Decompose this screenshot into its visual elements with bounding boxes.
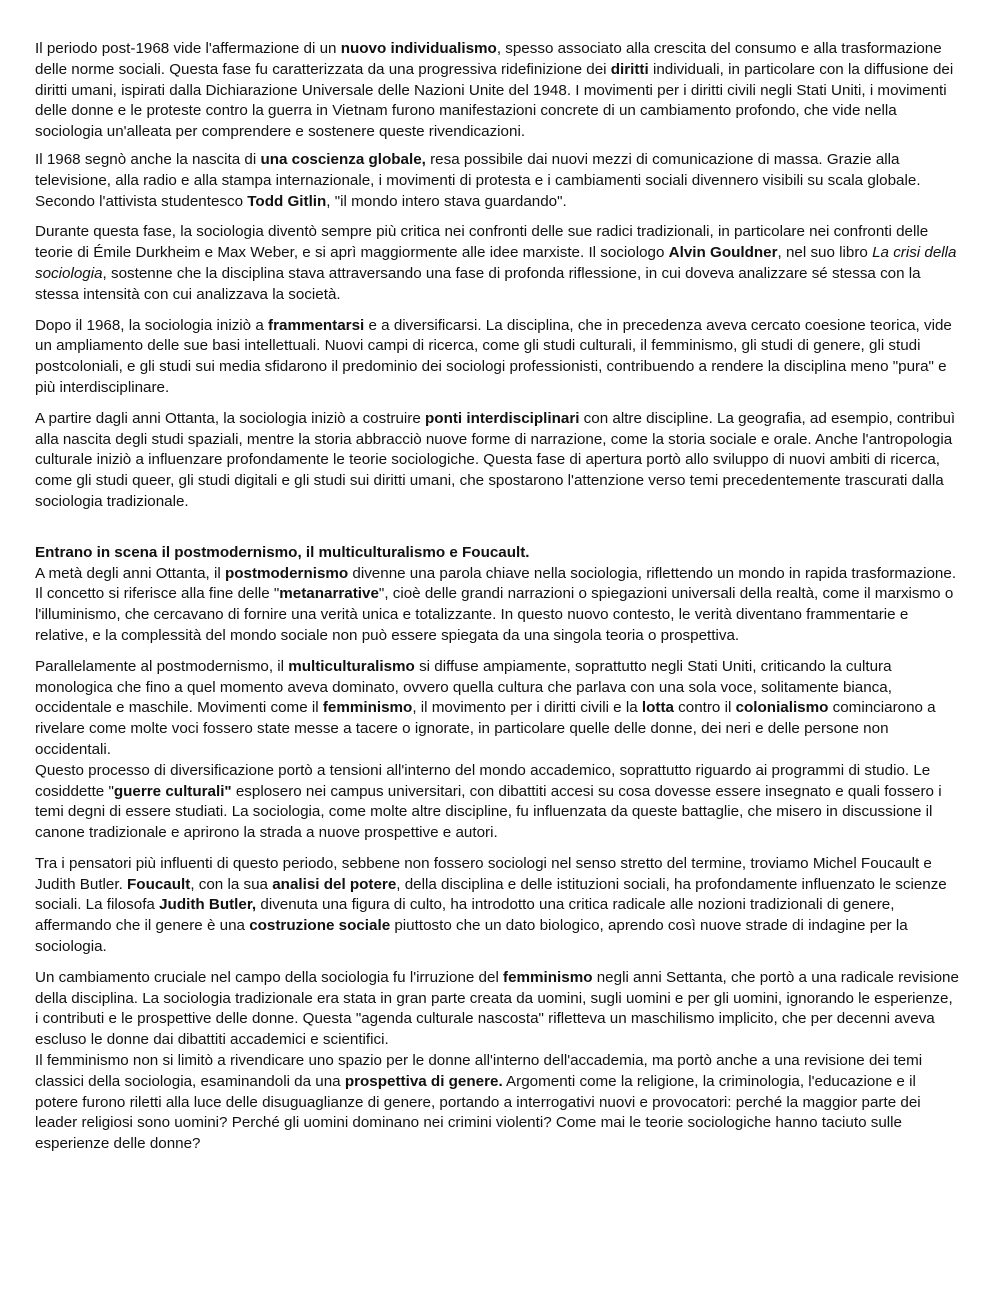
bold-term: analisi del potere [272, 875, 397, 893]
section-heading: Entrano in scena il postmodernismo, il multiculturalismo e Foucault. [35, 543, 530, 561]
text-run: contro il [673, 699, 736, 717]
text-run: Il 1968 segnò anche la nascita di [35, 150, 261, 168]
text-run: A partire dagli anni Ottanta, la sociologia iniziò a costruire [35, 409, 426, 427]
text-run: Durante questa fase, la sociologia diventò sempre più critica nei confronti delle sue radici tradizionali, in particolare nei confronti delle teorie di Émile Durkheim e Max Weber, e si aprì maggiormente alle idee marxiste. Il sociologo [35, 223, 929, 262]
text-run: Un cambiamento cruciale nel campo della sociologia fu l'irruzione del [35, 968, 504, 986]
bold-term: guerre culturali" [113, 782, 232, 800]
paragraph-multiculturalism [35, 657, 960, 761]
paragraph-fragmentation [35, 316, 960, 399]
paragraph-feminism-revision [35, 968, 960, 1051]
postmodernism-section [35, 543, 960, 1155]
text-run: Tra i pensatori più influenti di questo periodo, sebbene non fossero sociologi nel senso stretto del termine, troviamo Michel Foucault e Judith Butler. [35, 854, 932, 893]
italic-title: La crisi della sociologia [35, 244, 957, 282]
bold-term: Alvin Gouldner [668, 244, 778, 262]
text-run: divenne una parola chiave nella sociologia, riflettendo un mondo in rapida trasformazione. Il concetto si riferisce alla fine delle " [35, 564, 957, 603]
bold-term: metanarrative [279, 585, 379, 603]
bold-term: Foucault [127, 875, 191, 893]
bold-term: multiculturalismo [288, 657, 415, 675]
text-run: , nel suo libro [777, 244, 873, 262]
text-run: , con la sua [190, 875, 273, 893]
text-run: , sostenne che la disciplina stava attraversando una fase di profonda riflessione, in cui doveva analizzare sé stessa con la stessa intensità con cui analizzava la società. [35, 264, 921, 303]
text-run: Il femminismo non si limitò a rivendicare uno spazio per le donne all'interno dell'accademia, ma portò anche a una revisione dei temi classici della sociologia, esaminandoli da una [35, 1052, 923, 1090]
text-run: negli anni Settanta, che portò a una radicale revisione della disciplina. La sociologia tradizionale era stata in gran parte creata da uomini, sugli uomini e per gli uomini, ignorando le esperienze, i contributi e le prospettive delle donne. Questa "agenda culturale nascosta" rifletteva un maschilismo implicito, che per decenni aveva escluso le donne dai dibattiti accademici e scientifici. [35, 968, 959, 1049]
text-run: piuttosto che un dato biologico, aprendo così nuove strade di indagine per la sociologia. [35, 917, 908, 956]
text-run: A metà degli anni Ottanta, il [35, 564, 225, 582]
paragraph-postmodernism [35, 564, 960, 647]
text-run: esplosero nei campus universitari, con dibattiti accesi su cosa dovesse essere insegnato e quali fossero i temi degni di essere studiati. La sociologia, come molte altre discipline, fu influenzata da queste battaglie, che misero in discussione il canone tradizionale e aprirono la strada a nuove prospettive e autori. [35, 782, 942, 842]
text-run: individuali, in particolare con la diffusione dei diritti umani, ispirati dalla Dichiarazione Universale delle Nazioni Unite del 1948. I movimenti per i diritti civili negli Stati Uniti, i movimenti delle donne e le proteste contro la guerra in Vietnam furono manifestazioni concrete di un cambiamento profondo, che vide nella sociologia un'alleata per comprendere e sostenere queste rivendicazioni. [35, 60, 954, 141]
text-run: Il periodo post-1968 vide l'affermazione di un [35, 40, 341, 57]
bold-term: ponti interdisciplinari [425, 409, 580, 427]
bold-term: prospettiva di genere. [344, 1072, 503, 1090]
text-run: Questo processo di diversificazione portò a tensioni all'interno del mondo accademico, soprattutto riguardo ai programmi di studio. Le cosiddette " [35, 761, 931, 800]
text-run: , della disciplina e delle istituzioni sociali, ha profondamente influenzato le scienze sociali. La filosofa [35, 875, 947, 914]
bold-term: femminismo [503, 968, 593, 986]
paragraph-gender-perspective [35, 1051, 960, 1155]
intro-section [35, 39, 960, 513]
text-run: ", cioè delle grandi narrazioni o spiegazioni universali della realtà, come il marxismo o l'illuminismo, che cercavano di fornire una verità unica e totalizzante. In questo nuovo contesto, le verità diventano frammentarie e relative, e la complessità del mondo sociale non può essere spiegata da una singola teoria o prospettiva. [35, 585, 954, 644]
bold-term: costruzione sociale [249, 917, 391, 935]
text-run: resa possibile dai nuovi mezzi di comunicazione di massa. Grazie alla televisione, alla radio e alla stampa internazionale, i movimenti di protesta e i cambiamenti sociali divennero visibili su scala globale. Secondo l'attivista studentesco [35, 150, 921, 210]
bold-term: lotta [641, 699, 674, 717]
paragraph-critical-sociology [35, 222, 960, 305]
bold-term: postmodernismo [224, 564, 349, 582]
bold-term: Judith Butler, [159, 896, 257, 914]
bold-term: Todd Gitlin [247, 192, 327, 210]
paragraph-foucault-butler [35, 854, 960, 958]
text-run: , spesso associato alla crescita del consumo e alla trasformazione delle norme sociali. Questa fase fu caratterizzata da una progressiva ridefinizione dei [35, 40, 942, 78]
paragraph-global-consciousness [35, 150, 960, 212]
paragraph-interdisciplinary-bridges [35, 409, 960, 513]
text-run: Parallelamente al postmodernismo, il [35, 657, 289, 675]
bold-term: una coscienza globale, [260, 150, 426, 168]
text-run: Argomenti come la religione, la criminologia, l'educazione e il potere furono riletti alla luce delle disuguaglianze di genere, portando a interrogativi nuovi e provocatori: perché la maggior parte dei leader religiosi sono uomini? Perché gli uomini dominano nei crimini violenti? Come mai le teorie sociologiche hanno taciuto sulle esperienze delle donne? [35, 1072, 921, 1153]
bold-term: frammentarsi [268, 316, 365, 334]
text-run: Dopo il 1968, la sociologia iniziò a [35, 316, 269, 334]
text-run: divenuta una figura di culto, ha introdotto una critica radicale alle nozioni tradizionali di genere, affermando che il genere è una [35, 896, 895, 935]
paragraph-post-1968-individualism [35, 39, 960, 143]
bold-term: diritti [610, 60, 649, 78]
bold-term: nuovo individualismo [340, 40, 497, 57]
bold-term: femminismo [322, 699, 413, 717]
text-run: e a diversificarsi. La disciplina, che in precedenza aveva cercato coesione teorica, vide un ampliamento delle sue basi intellettuali. Nuovi campi di ricerca, come gli studi culturali, il femminismo, gli studi di genere, gli studi postcoloniali, e gli studi sui media sfidarono il predominio dei sociologi professionisti, contribuendo a rendere la disciplina meno "pura" e più interdisciplinare. [35, 316, 952, 396]
paragraph-culture-wars [35, 761, 960, 844]
text-run: si diffuse ampiamente, soprattutto negli Stati Uniti, criticando la cultura monologica che fino a quel momento aveva dominato, ovvero quella cultura che parlava con una sola voce, solitamente bianca, occidentale e maschile. Movimenti come il [35, 657, 892, 717]
text-run: cominciarono a rivelare come molte voci fossero state messe a tacere o ignorate, in particolare quelle delle donne, dei neri e delle persone non occidentali. [35, 699, 936, 758]
text-run: , il movimento per i diritti civili e la [412, 699, 642, 717]
bold-term: colonialismo [735, 699, 829, 717]
text-run: con altre discipline. La geografia, ad esempio, contribuì alla nascita degli studi spaziali, mentre la storia abbracciò nuove forme di narrazione, come la storia sociale e orale. Anche l'antropologia culturale iniziò a influenzare profondamente le teorie sociologiche. Questa fase di apertura portò allo sviluppo di nuovi ambiti di ricerca, come gli studi queer, gli studi digitali e gli studi sui diritti umani, che spostarono l'attenzione verso temi precedentemente trascurati dalla sociologia tradizionale. [35, 409, 956, 510]
text-run: , "il mondo intero stava guardando". [326, 192, 567, 210]
